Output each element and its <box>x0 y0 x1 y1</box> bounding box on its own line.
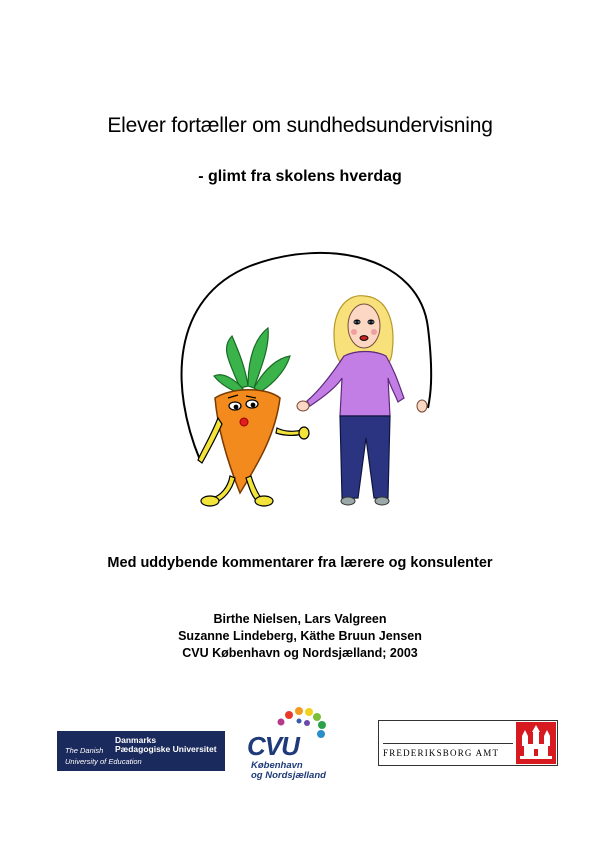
dpu-logo-line1: Danmarks <box>115 735 157 745</box>
comment-line: Med uddybende kommentarer fra lærere og konsulenter <box>107 555 493 571</box>
dpu-logo <box>57 731 225 771</box>
authors-line-2: Suzanne Lindeberg, Käthe Bruun Jensen <box>178 629 422 643</box>
carrot-leaves <box>214 328 290 394</box>
girl-pants <box>340 416 390 498</box>
cvu-logo-sub2: og Nordsjælland <box>251 770 326 781</box>
castle-emblem-icon <box>516 722 556 764</box>
cover-illustration <box>160 238 450 528</box>
logo-divider <box>383 743 513 744</box>
girl-feet <box>341 497 389 505</box>
authors-block <box>0 611 600 662</box>
authors-line-3: CVU København og Nordsjælland; 2003 <box>182 646 418 660</box>
authors-line-1: Birthe Nielsen, Lars Valgreen <box>213 612 387 626</box>
carrot-nose <box>240 418 248 426</box>
dpu-logo-prefix: The Danish <box>65 746 104 755</box>
frederiksborg-amt-logo <box>378 720 558 766</box>
cvu-logo <box>245 703 355 788</box>
cvu-logo-sub <box>251 761 326 781</box>
girl-shirt <box>307 352 404 417</box>
fa-logo-name: FREDERIKSBORG AMT <box>383 748 500 758</box>
cvu-logo-name: CVU <box>247 731 299 761</box>
cvu-logo-sub1: København <box>251 760 303 771</box>
page-title: Elever fortæller om sundhedsundervisning <box>107 114 493 137</box>
dpu-logo-line3: University of Education <box>65 757 142 766</box>
girl-face <box>348 304 380 348</box>
dpu-logo-line2: Pædagogiske Universitet <box>115 744 217 754</box>
page-subtitle: - glimt fra skolens hverdag <box>198 168 402 185</box>
